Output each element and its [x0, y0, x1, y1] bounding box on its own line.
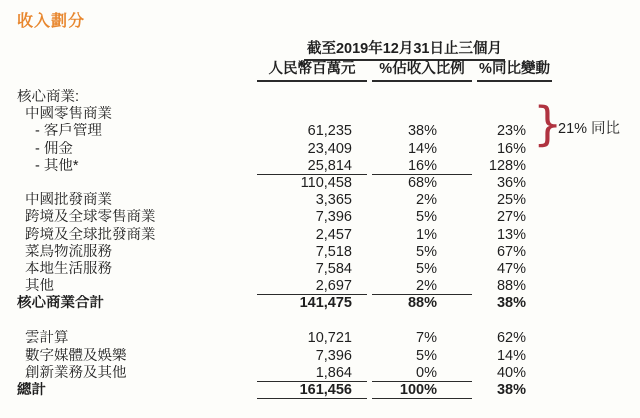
table-row-cloud-computing — [17, 330, 627, 347]
value-share — [372, 106, 472, 123]
value-rmb: 25,814 — [257, 158, 367, 175]
table-row-core-commerce-total — [17, 295, 627, 312]
table-row-crossborder-wholesale — [17, 227, 627, 244]
value-share: 5% — [416, 260, 437, 277]
value-yoy: 25% — [496, 192, 526, 209]
value-rmb — [257, 89, 367, 106]
value-share: 68% — [407, 174, 437, 191]
value-share: 2% — [372, 278, 472, 295]
row-label: - 佣金 — [35, 140, 73, 157]
value-rmb: 2,457 — [315, 226, 352, 243]
value-share: 16% — [372, 158, 472, 175]
value-share: 1% — [416, 226, 437, 243]
table-row-crossborder-retail — [17, 209, 627, 226]
row-label: 本地生活服務 — [25, 260, 112, 277]
row-label: 核心商業: — [17, 89, 80, 105]
value-yoy: 40% — [496, 364, 526, 381]
value-yoy: 38% — [496, 295, 526, 312]
value-share: 5% — [416, 347, 437, 364]
value-yoy: 47% — [496, 260, 526, 277]
table-row-others-core — [17, 278, 627, 295]
value-rmb: 7,396 — [315, 347, 352, 364]
value-rmb: 141,475 — [299, 295, 352, 312]
row-label: 中國零售商業 — [25, 106, 112, 123]
row-label: 數字媒體及娛樂 — [25, 347, 127, 364]
page-title: 收入劃分 — [17, 13, 86, 30]
value-yoy: 67% — [496, 243, 526, 260]
row-label: 核心商業合計 — [17, 295, 104, 312]
row-label: 跨境及全球批發商業 — [25, 226, 156, 243]
value-rmb: 3,365 — [315, 192, 352, 209]
row-label: 創新業務及其他 — [25, 364, 127, 381]
value-share: 0% — [372, 365, 472, 382]
row-label: - 客戶管理 — [35, 123, 102, 140]
value-share: 2% — [416, 192, 437, 209]
value-yoy: 128% — [488, 157, 526, 174]
table-row-innovation-others — [17, 365, 627, 382]
value-rmb: 161,456 — [257, 382, 367, 399]
table-row-local-services — [17, 261, 627, 278]
value-yoy: 36% — [496, 174, 526, 191]
value-yoy: 27% — [496, 209, 526, 226]
row-label: 總計 — [17, 382, 46, 398]
row-label: 雲計算 — [25, 330, 69, 347]
value-yoy: 16% — [496, 140, 526, 157]
table-row-others-retail — [17, 158, 627, 175]
value-share: 88% — [407, 295, 437, 312]
section-gap — [17, 312, 627, 330]
value-rmb: 10,721 — [307, 330, 352, 347]
value-yoy: 23% — [496, 123, 526, 140]
table-row-digital-media — [17, 348, 627, 365]
value-yoy: 62% — [496, 330, 526, 347]
value-rmb — [257, 106, 367, 123]
value-rmb: 61,235 — [307, 123, 352, 140]
value-rmb: 7,396 — [315, 209, 352, 226]
value-yoy: 38% — [496, 382, 526, 398]
value-share: 5% — [416, 209, 437, 226]
yoy-annotation: 21% 同比 — [558, 121, 621, 137]
value-share: 100% — [372, 382, 472, 399]
value-rmb: 23,409 — [307, 140, 352, 157]
table-row-china-wholesale — [17, 192, 627, 209]
value-share: 14% — [407, 140, 437, 157]
col-header-revenue-share: %佔收入比例 — [372, 57, 472, 82]
value-rmb: 1,864 — [257, 365, 367, 382]
table-row-grand-total — [17, 382, 627, 399]
period-header: 截至2019年12月31日止三個月 — [304, 37, 505, 61]
value-share — [372, 89, 472, 106]
value-rmb: 7,518 — [315, 243, 352, 260]
table-column-header-row — [17, 57, 627, 82]
yoy-bracket: } — [533, 97, 563, 151]
col-header-yoy-change: %同比變動 — [477, 57, 552, 82]
value-share: 7% — [416, 330, 437, 347]
value-yoy: 88% — [496, 278, 526, 295]
row-label: 跨境及全球零售商業 — [25, 209, 156, 226]
row-label: 菜鳥物流服務 — [25, 243, 112, 260]
value-rmb: 7,584 — [315, 260, 352, 277]
value-yoy: 14% — [496, 347, 526, 364]
revenue-table — [17, 37, 627, 399]
table-period-header-row — [17, 37, 627, 56]
row-label: 中國批發商業 — [25, 192, 112, 209]
row-label: 其他 — [25, 278, 54, 295]
value-share: 38% — [407, 123, 437, 140]
table-row-china-retail-subtotal — [17, 175, 627, 192]
value-rmb: 110,458 — [300, 174, 352, 191]
col-header-rmb-millions: 人民幣百萬元 — [257, 57, 367, 82]
table-row-cainiao-logistics — [17, 244, 627, 261]
value-rmb: 2,697 — [257, 278, 367, 295]
row-label: - 其他* — [35, 157, 79, 174]
value-share: 5% — [416, 243, 437, 260]
row-label — [17, 175, 257, 192]
value-yoy: 13% — [496, 226, 526, 243]
